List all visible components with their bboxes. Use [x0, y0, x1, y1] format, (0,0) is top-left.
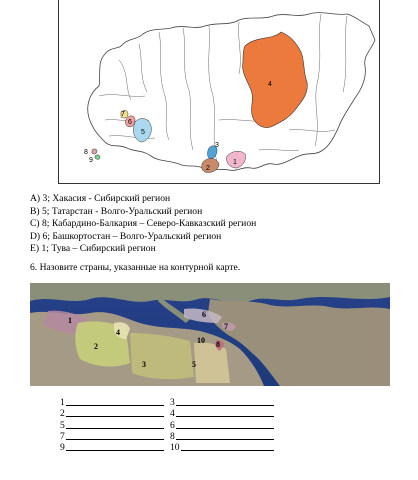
answer-blank-6[interactable] — [176, 420, 274, 429]
blank-number: 5 — [60, 419, 65, 431]
africa-contour-map — [30, 283, 390, 386]
region-label-8: 8 — [84, 149, 88, 156]
country-label-8: 8 — [216, 340, 220, 349]
answer-blank-5[interactable] — [66, 420, 164, 429]
answer-blank-4[interactable] — [176, 408, 274, 417]
answer-options — [30, 193, 390, 256]
blank-row-4 — [60, 431, 280, 442]
question-6: 6. Назовите страны, указанные на контурной карте. — [30, 262, 241, 273]
country-3-shape — [130, 333, 194, 379]
region-label-1: 1 — [233, 159, 237, 166]
region-9-shape — [95, 155, 100, 159]
country-label-7: 7 — [224, 322, 228, 331]
region-label-5: 5 — [141, 129, 145, 136]
blank-number: 9 — [60, 442, 65, 454]
answer-blanks — [60, 397, 280, 453]
blank-number: 3 — [170, 397, 175, 408]
country-5-shape — [194, 342, 230, 383]
country-label-3: 3 — [142, 360, 146, 369]
blank-row-3 — [60, 420, 280, 431]
blank-row-2 — [60, 408, 280, 419]
answer-blank-3[interactable] — [176, 397, 274, 406]
blank-number: 6 — [170, 419, 175, 431]
region-label-6: 6 — [128, 119, 132, 126]
answer-option-a: A) 3; Хакасия - Сибирский регион — [30, 193, 171, 204]
answer-blank-9[interactable] — [66, 442, 164, 451]
region-label-4: 4 — [268, 81, 272, 88]
russia-outline — [88, 13, 375, 171]
russia-contour-map — [58, 0, 380, 184]
africa-map-svg — [30, 283, 390, 386]
answer-blank-1[interactable] — [66, 397, 164, 406]
region-label-9: 9 — [89, 157, 93, 164]
country-label-1: 1 — [68, 316, 72, 325]
blank-number: 2 — [60, 408, 65, 420]
russia-map-svg — [59, 0, 381, 184]
answer-blank-7[interactable] — [66, 431, 164, 440]
blank-row-5 — [60, 442, 280, 453]
region-label-3: 3 — [215, 142, 219, 149]
answer-option-e: E) 1; Тува – Сибирский регион — [30, 243, 156, 255]
region-8-shape — [92, 149, 97, 154]
country-label-6: 6 — [202, 310, 206, 319]
blank-row-1 — [60, 397, 280, 408]
blank-number: 7 — [60, 430, 65, 442]
answer-blank-2[interactable] — [66, 408, 164, 417]
country-label-4: 4 — [116, 328, 120, 337]
answer-option-b: B) 5; Татарстан - Волго-Уральский регион — [30, 205, 203, 217]
answer-option-c: C) 8; Кабардино-Балкария – Северо-Кавказский регион — [30, 218, 257, 230]
blank-number: 1 — [60, 397, 65, 408]
blank-number: 8 — [170, 430, 175, 442]
answer-blank-8[interactable] — [176, 431, 274, 440]
country-label-10: 10 — [197, 336, 205, 345]
answer-option-d: D) 6; Башкортостан – Волго-Уральский регион — [30, 230, 222, 242]
blank-number: 10 — [170, 442, 180, 454]
country-label-5: 5 — [192, 360, 196, 369]
region-label-2: 2 — [206, 165, 210, 172]
country-label-2: 2 — [94, 342, 98, 351]
answer-blank-10[interactable] — [181, 442, 274, 451]
blank-number: 4 — [170, 408, 175, 420]
region-label-7: 7 — [121, 111, 125, 118]
